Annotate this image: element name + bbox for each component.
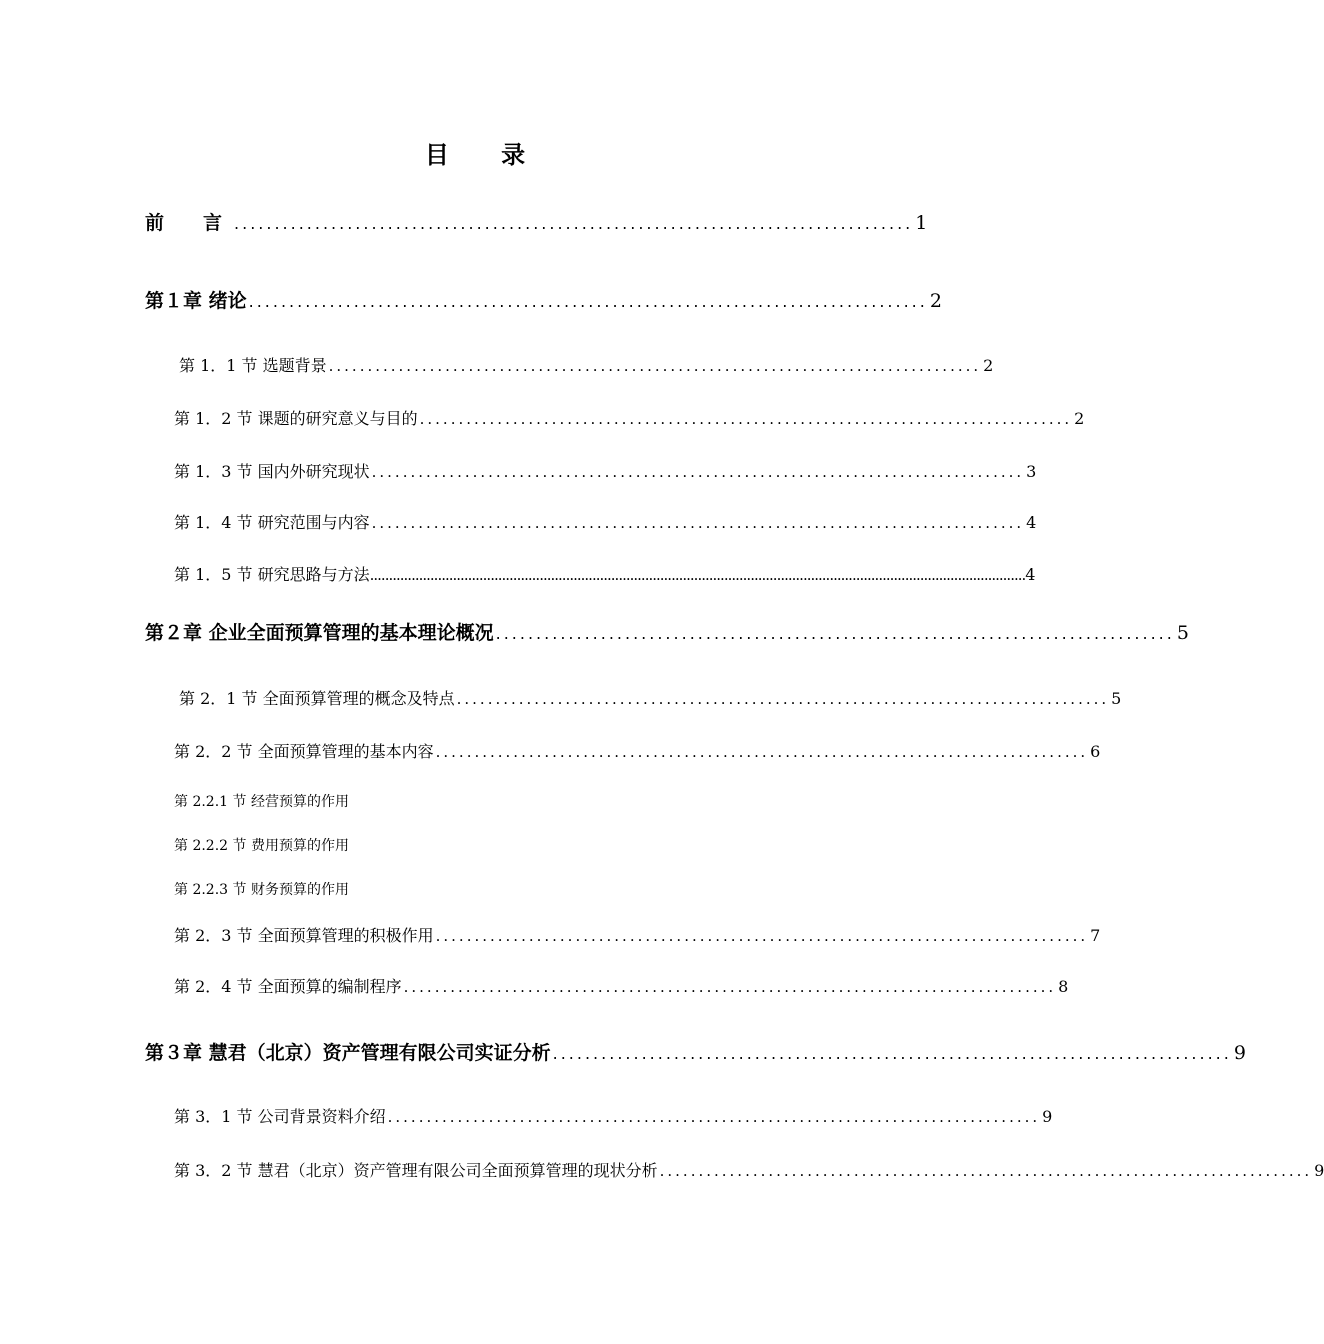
toc-page-number: 4 [1026, 513, 1037, 532]
toc-entry-section-1-2[interactable] [174, 406, 1085, 429]
dot-leader: .................................................................................... [552, 1044, 1232, 1063]
toc-entry-section-2-4[interactable] [174, 974, 1069, 997]
dot-leader: .................................................................................... [234, 214, 914, 233]
dot-leader: .................................................................................... [659, 1162, 1313, 1180]
toc-entry-label: 第 1．2 节 课题的研究意义与目的 [174, 409, 418, 428]
toc-entry-label: 第 1．1 节 选题背景 [179, 356, 327, 375]
toc-entry-section-1-4[interactable] [174, 510, 1037, 533]
dot-leader: .................................................................................... [456, 690, 1110, 708]
toc-entry-section-1-3[interactable] [174, 459, 1037, 482]
toc-entry-label: 第２章 企业全面预算管理的基本理论概况 [145, 622, 494, 644]
toc-entry-section-1-1[interactable] [179, 353, 994, 376]
toc-entry-label: 第 1．5 节 研究思路与方法 [174, 565, 370, 584]
toc-entry-subsection-2-2-3[interactable]: 第 2.2.3 节 财务预算的作用 [174, 882, 349, 898]
toc-entry-preface[interactable] [145, 208, 928, 235]
toc-page-number: 9 [1233, 1042, 1246, 1064]
toc-page-number: 7 [1090, 926, 1101, 945]
toc-page-number: 9 [1042, 1107, 1053, 1126]
dot-leader: .................................................................................... [419, 410, 1073, 428]
dot-leader: .................................................................................... [371, 514, 1025, 532]
toc-entry-section-1-5[interactable] [174, 562, 1036, 585]
toc-entry-chapter-1[interactable] [145, 286, 942, 313]
toc-entry-section-3-1[interactable] [174, 1104, 1053, 1127]
toc-entry-label: 第１章 绪论 [145, 290, 247, 312]
toc-entry-label: 前 言 [145, 212, 233, 234]
toc-page-number: 9 [1314, 1161, 1324, 1180]
dot-leader: .................................................................................... [435, 927, 1089, 945]
toc-page-number: 1 [915, 212, 928, 234]
page-title: 目 录 [424, 141, 548, 169]
toc-entry-section-3-2[interactable] [174, 1158, 1324, 1181]
toc-page-number: 5 [1111, 689, 1122, 708]
toc-entry-section-2-2[interactable] [174, 739, 1101, 762]
dot-leader: .................................................................................... [495, 624, 1175, 643]
toc-entry-label: 第 1．4 节 研究范围与内容 [174, 513, 370, 532]
dot-leader: .................................................................................... [435, 743, 1089, 761]
dot-leader: .................................................................................... [248, 292, 928, 311]
toc-entry-label: 第 2．3 节 全面预算管理的积极作用 [174, 926, 434, 945]
dot-leader: .................................................................................... [387, 1108, 1041, 1126]
toc-entry-label: 第３章 慧君（北京）资产管理有限公司实证分析 [145, 1042, 551, 1064]
toc-page-number: 5 [1176, 622, 1189, 644]
toc-entry-label: 第 1．3 节 国内外研究现状 [174, 462, 370, 481]
toc-entry-section-2-3[interactable] [174, 923, 1101, 946]
toc-page-number: 4 [1025, 565, 1036, 584]
toc-entry-section-2-1[interactable] [179, 686, 1122, 709]
toc-entry-label: 第 2．4 节 全面预算的编制程序 [174, 977, 402, 996]
toc-entry-subsection-2-2-1[interactable]: 第 2.2.1 节 经营预算的作用 [174, 794, 349, 810]
toc-page-number: 3 [1026, 462, 1037, 481]
toc-entry-chapter-2[interactable] [145, 618, 1189, 645]
dot-leader: .................................................................................... [371, 463, 1025, 481]
toc-entry-chapter-3[interactable] [145, 1038, 1246, 1065]
dot-leader: .................................................................................... [328, 357, 982, 375]
dot-leader: .................................................................................... [403, 978, 1057, 996]
toc-entry-subsection-2-2-2[interactable]: 第 2.2.2 节 费用预算的作用 [174, 838, 349, 854]
toc-entry-label: 第 3．2 节 慧君（北京）资产管理有限公司全面预算管理的现状分析 [174, 1161, 658, 1180]
toc-page-number: 2 [983, 356, 994, 375]
toc-entry-label: 第 2．2 节 全面预算管理的基本内容 [174, 742, 434, 761]
toc-entry-label: 第 3．1 节 公司背景资料介绍 [174, 1107, 386, 1126]
toc-page-number: 2 [1074, 409, 1085, 428]
toc-entry-label: 第 2．1 节 全面预算管理的概念及特点 [179, 689, 455, 708]
toc-page-number: 2 [929, 290, 942, 312]
toc-page-number: 8 [1058, 977, 1069, 996]
toc-page-number: 6 [1090, 742, 1101, 761]
dot-leader: .............................................................................................................................................................................. [369, 566, 1026, 584]
